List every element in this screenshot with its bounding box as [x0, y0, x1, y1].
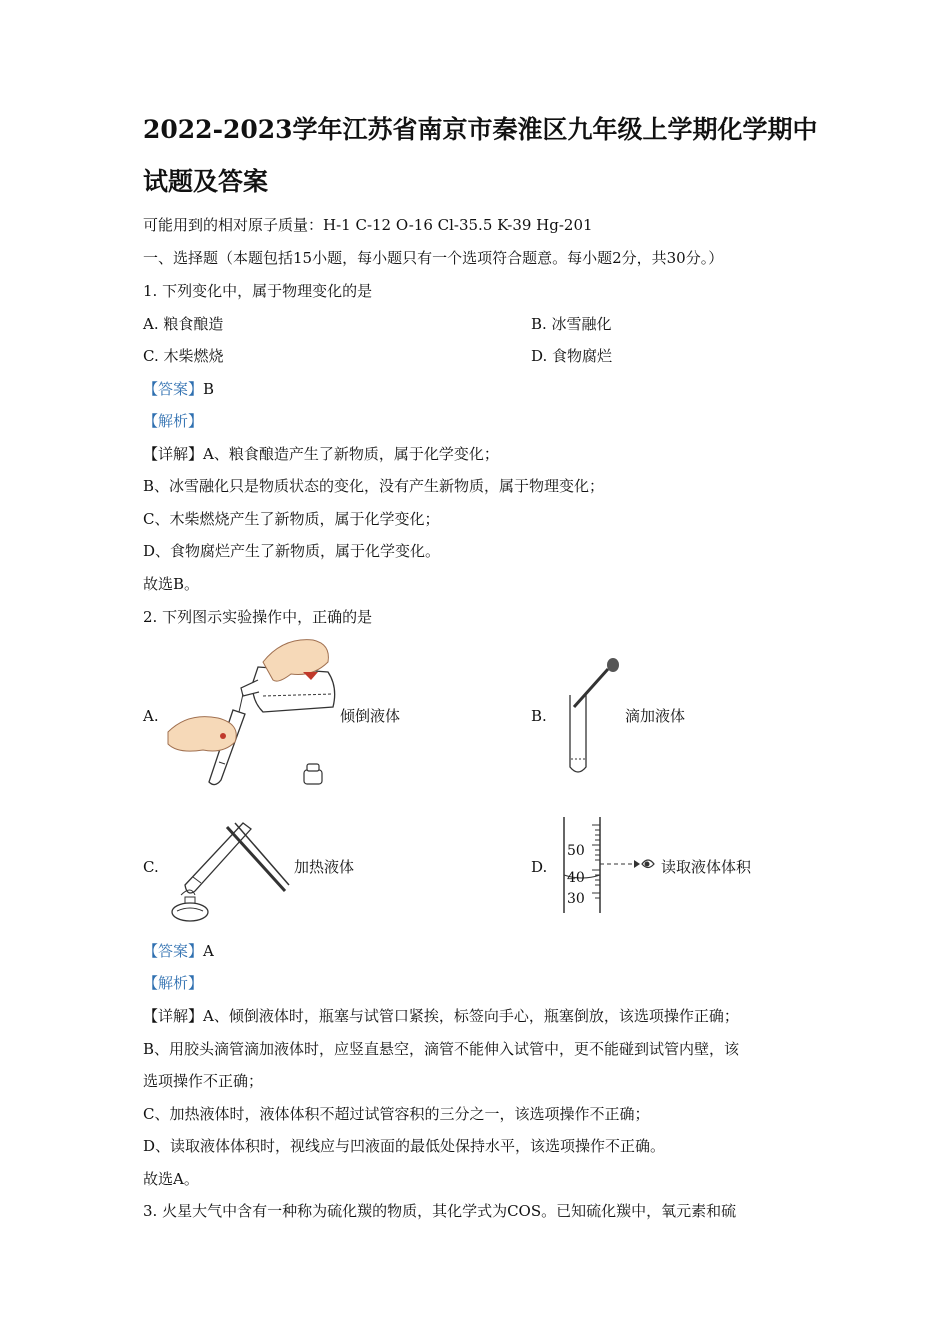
q2-option-d-caption: 读取液体体积: [661, 858, 752, 876]
q1-detail-line: C、木柴燃烧产生了新物质，属于化学变化；: [143, 510, 440, 528]
q1-option-a: A. 粮食酿造: [143, 315, 224, 333]
cylinder-tick-30: 30: [567, 891, 585, 907]
answer-value: A: [203, 942, 214, 960]
q2-option-c-letter: C.: [143, 858, 159, 876]
page-title-continued: 试题及答案: [143, 167, 269, 196]
dropper-icon: [574, 658, 619, 707]
graduated-cylinder-figure: [560, 815, 660, 915]
cylinder-tick-40: 40: [567, 870, 585, 886]
q1-detail-line: [143, 444, 499, 464]
q2-option-a-caption: 倾倒液体: [340, 707, 401, 725]
answer-tag: 【答案】: [143, 942, 204, 960]
cylinder-tick-50: 50: [567, 843, 585, 859]
q1-detail-line: B、冰雪融化只是物质状态的变化，没有产生新物质，属于物理变化；: [143, 477, 605, 495]
q2-analysis-tag: 【解析】: [143, 974, 204, 992]
q2-option-b-letter: B.: [531, 707, 547, 725]
q2-detail-line: B、用胶头滴管滴加液体时，应竖直悬空，滴管不能伸入试管中，更不能碰到试管内壁，该: [143, 1040, 740, 1058]
page-title: 2022-2023学年江苏省南京市秦淮区九年级上学期化学期中: [143, 115, 818, 144]
answer-tag: 【答案】: [143, 380, 204, 398]
q1-analysis-tag: 【解析】: [143, 412, 204, 430]
q3-stem: 3. 火星大气中含有一种称为硫化羰的物质，其化学式为COS。已知硫化羰中，氧元素和硫: [143, 1202, 737, 1220]
q2-detail-line: D、读取液体体积时，视线应与凹液面的最低处保持水平，该选项操作不正确。: [143, 1137, 666, 1155]
q1-detail-line: D、食物腐烂产生了新物质，属于化学变化。: [143, 542, 441, 560]
detail-text: A、倾倒液体时，瓶塞与试管口紧挨，标签向手心，瓶塞倒放，该选项操作正确；: [203, 1007, 739, 1025]
atomic-masses: 可能用到的相对原子质量：H-1 C-12 O-16 Cl-35.5 K-39 Hg-201: [143, 216, 593, 234]
detail-text: A、粮食酿造产生了新物质，属于化学变化；: [203, 445, 499, 463]
stopper-icon: [304, 764, 322, 784]
alcohol-lamp-icon: [172, 890, 208, 921]
test-tube-icon: [185, 823, 251, 893]
test-tube-icon: [570, 695, 586, 772]
q2-detail-line: 选项操作不正确；: [143, 1072, 264, 1090]
answer-value: B: [203, 380, 215, 398]
eye-icon: [642, 860, 654, 868]
section-heading: 一、选择题（本题包括15小题，每小题只有一个选项符合题意。每小题2分，共30分。）: [143, 249, 724, 267]
dropper-figure: [560, 655, 630, 780]
q1-option-d: D. 食物腐烂: [531, 347, 613, 365]
heating-liquid-figure: [165, 815, 290, 925]
detail-tag: 【详解】: [143, 1007, 204, 1025]
q2-answer: [143, 941, 214, 961]
q1-conclusion: 故选B。: [143, 575, 200, 593]
q1-option-b: B. 冰雪融化: [531, 315, 612, 333]
q2-detail-line: C、加热液体时，液体体积不超过试管容积的三分之一，该选项操作不正确；: [143, 1105, 650, 1123]
q2-stem: 2. 下列图示实验操作中，正确的是: [143, 608, 373, 626]
pouring-liquid-figure: [163, 632, 343, 792]
q2-option-d-letter: D.: [531, 858, 548, 876]
q1-stem: 1. 下列变化中，属于物理变化的是: [143, 282, 373, 300]
q2-option-b-caption: 滴加液体: [625, 707, 686, 725]
q2-option-c-caption: 加热液体: [294, 858, 355, 876]
detail-tag: 【详解】: [143, 445, 204, 463]
q1-option-c: C. 木柴燃烧: [143, 347, 224, 365]
q2-detail-line: [143, 1006, 739, 1026]
q2-option-a-letter: A.: [143, 707, 159, 725]
hand-icon: [168, 717, 236, 752]
q2-conclusion: 故选A。: [143, 1170, 199, 1188]
q1-answer: [143, 379, 214, 399]
